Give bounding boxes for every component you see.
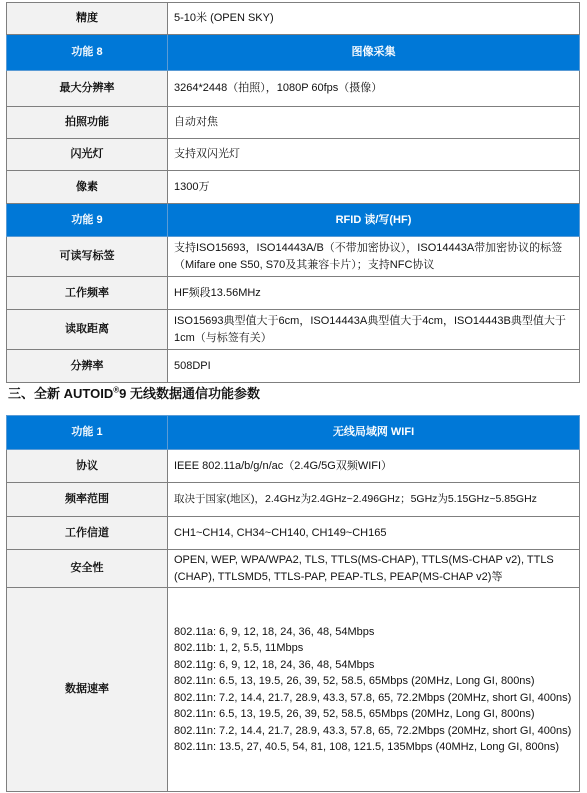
registered-mark: ® — [113, 385, 120, 395]
row-key: 最大分辨率 — [7, 71, 168, 107]
row-value: ISO15693典型值大于6cm，ISO14443A典型值大于4cm，ISO14443B典型值大于1cm（与标签有关） — [168, 310, 580, 350]
table-row — [7, 483, 580, 517]
row-value: 3264*2448（拍照），1080P 60fps（摄像） — [168, 71, 580, 107]
row-value: CH1~CH14, CH34~CH140, CH149~CH165 — [168, 517, 580, 550]
table-row — [7, 277, 580, 310]
row-key: 工作信道 — [7, 517, 168, 550]
section-title-suffix: 9 无线数据通信功能参数 — [119, 386, 260, 401]
row-value: HF频段13.56MHz — [168, 277, 580, 310]
row-value: 508DPI — [168, 350, 580, 383]
row-key: 功能 1 — [7, 416, 168, 450]
row-value: 支持ISO15693，ISO14443A/B（不带加密协议），ISO14443A带加密协议的标签（Mifare one S50, S70及其兼容卡片）；支持NFC协议 — [168, 237, 580, 277]
table-row — [7, 310, 580, 350]
row-key: 协议 — [7, 450, 168, 483]
table-row — [7, 350, 580, 383]
row-value: 支持双闪光灯 — [168, 139, 580, 171]
row-value: 图像采集 — [168, 35, 580, 71]
row-key: 分辨率 — [7, 350, 168, 383]
row-key: 数据速率 — [7, 588, 168, 792]
rate-line: 802.11n: 13.5, 27, 40.5, 54, 81, 108, 121.5, 135Mbps (40MHz, Long GI, 800ns) — [174, 741, 560, 753]
row-key: 功能 8 — [7, 35, 168, 71]
table-row — [7, 450, 580, 483]
row-value: 自动对焦 — [168, 107, 580, 139]
row-value: RFID 读/写(HF) — [168, 204, 580, 237]
table-row — [7, 71, 580, 107]
row-key: 精度 — [7, 3, 168, 35]
section-header-row — [7, 35, 580, 71]
rate-line: 802.11n: 6.5, 13, 19.5, 26, 39, 52, 58.5, 65Mbps (20MHz, Long GI, 800ns) — [174, 675, 535, 687]
row-key: 频率范围 — [7, 483, 168, 517]
row-key: 工作频率 — [7, 277, 168, 310]
section-title — [8, 383, 260, 402]
row-key: 像素 — [7, 171, 168, 204]
table-row — [7, 588, 580, 792]
rate-line: 802.11a: 6, 9, 12, 18, 24, 36, 48, 54Mbps — [174, 625, 375, 638]
row-key: 安全性 — [7, 550, 168, 588]
table-row — [7, 171, 580, 204]
row-key: 闪光灯 — [7, 139, 168, 171]
table-row — [7, 139, 580, 171]
row-value: IEEE 802.11a/b/g/n/ac（2.4G/5G双频WIFI） — [168, 450, 580, 483]
row-key: 功能 9 — [7, 204, 168, 237]
row-key: 可读写标签 — [7, 237, 168, 277]
table-row — [7, 107, 580, 139]
table-row — [7, 550, 580, 588]
rate-line: 802.11g: 6, 9, 12, 18, 24, 36, 48, 54Mbps — [174, 658, 375, 671]
data-rates-cell — [168, 588, 580, 792]
spec-table-2 — [6, 415, 580, 792]
table-row — [7, 517, 580, 550]
row-key: 读取距离 — [7, 310, 168, 350]
row-value: 5-10米 (OPEN SKY) — [168, 3, 580, 35]
row-value: 取决于国家(地区)，2.4GHz为2.4GHz~2.496GHz；5GHz为5.15GHz~5.85GHz — [168, 483, 580, 517]
row-value: 1300万 — [168, 171, 580, 204]
row-value: OPEN, WEP, WPA/WPA2, TLS, TTLS(MS-CHAP), TTLS(MS-CHAP v2), TTLS (CHAP), TTLSMD5, TTLS-PAP, PEAP-TLS, PEAP(MS-CHAP v2)等 — [168, 550, 580, 588]
section-title-prefix: 三、全新 AUTOID — [8, 386, 114, 401]
section-header-row — [7, 416, 580, 450]
section-header-row — [7, 204, 580, 237]
row-key: 拍照功能 — [7, 107, 168, 139]
rate-line: 802.11n: 7.2, 14.4, 21.7, 28.9, 43.3, 57.8, 65, 72.2Mbps (20MHz, short GI, 400ns) — [174, 724, 572, 737]
table-row — [7, 237, 580, 277]
rate-line: 802.11b: 1, 2, 5.5, 11Mbps — [174, 642, 304, 654]
rate-line: 802.11n: 7.2, 14.4, 21.7, 28.9, 43.3, 57.8, 65, 72.2Mbps (20MHz, short GI, 400ns) — [174, 691, 572, 704]
rate-line: 802.11n: 6.5, 13, 19.5, 26, 39, 52, 58.5, 65Mbps (20MHz, Long GI, 800ns) — [174, 708, 535, 720]
row-value: 无线局域网 WIFI — [168, 416, 580, 450]
spec-table-1 — [6, 2, 580, 383]
table-row — [7, 3, 580, 35]
